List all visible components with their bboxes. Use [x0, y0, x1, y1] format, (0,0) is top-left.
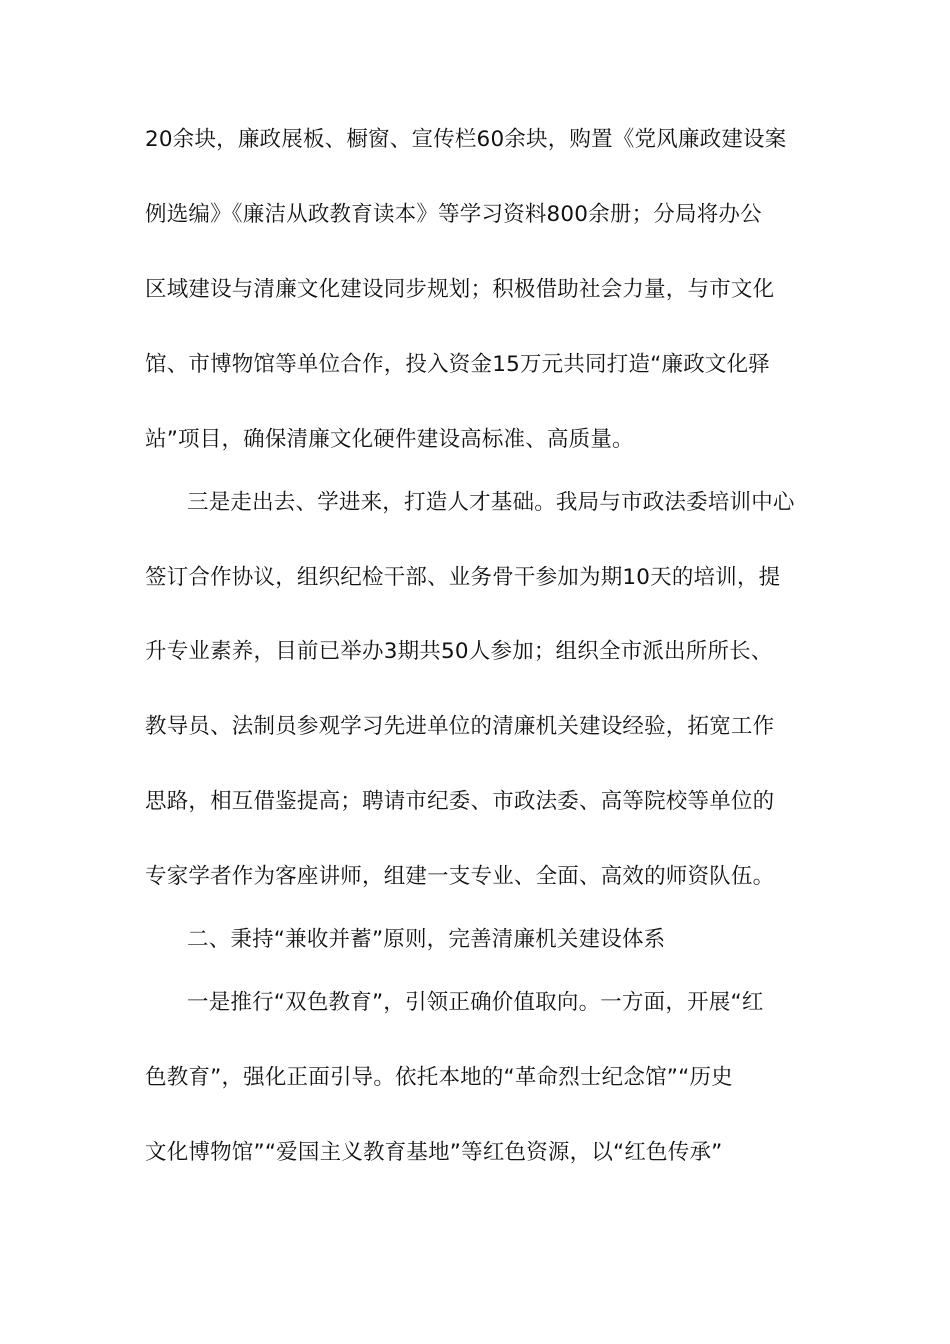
paragraph-line: 馆、市博物馆等单位合作，投入资金15万元共同打造“廉政文化驿	[145, 352, 770, 377]
paragraph-line: 20余块，廉政展板、橱窗、宣传栏60余块，购置《党风廉政建设案	[145, 127, 787, 152]
paragraph-line: 思路，相互借鉴提高；聘请市纪委、市政法委、高等院校等单位的	[145, 789, 775, 814]
paragraph-line: 区域建设与清廉文化建设同步规划；积极借助社会力量，与市文化	[145, 277, 775, 302]
paragraph-line: 文化博物馆”“爱国主义教育基地”等红色资源，以“红色传承”	[145, 1140, 723, 1165]
paragraph-line: 教导员、法制员参观学习先进单位的清廉机关建设经验，拓宽工作	[145, 714, 775, 739]
paragraph-line: 色教育”，强化正面引导。依托本地的“革命烈士纪念馆”“历史	[145, 1065, 733, 1090]
paragraph-line: 例选编》《廉洁从政教育读本》等学习资料800余册；分局将办公	[145, 202, 762, 227]
paragraph-line: 专家学者作为客座讲师，组建一支专业、全面、高效的师资队伍。	[145, 864, 775, 889]
section-heading: 二、秉持“兼收并蓄”原则，完善清廉机关建设体系	[187, 927, 666, 952]
paragraph-line: 站”项目，确保清廉文化硬件建设高标准、高质量。	[145, 427, 634, 452]
paragraph-line: 升专业素养，目前已举办3期共50人参加；组织全市派出所所长、	[145, 639, 773, 664]
paragraph-line: 签订合作协议，组织纪检干部、业务骨干参加为期10天的培训，提	[145, 565, 781, 590]
paragraph-line: 三是走出去、学进来，打造人才基础。我局与市政法委培训中心	[187, 490, 795, 515]
paragraph-line: 一是推行“双色教育”，引领正确价值取向。一方面，开展“红	[187, 990, 764, 1015]
